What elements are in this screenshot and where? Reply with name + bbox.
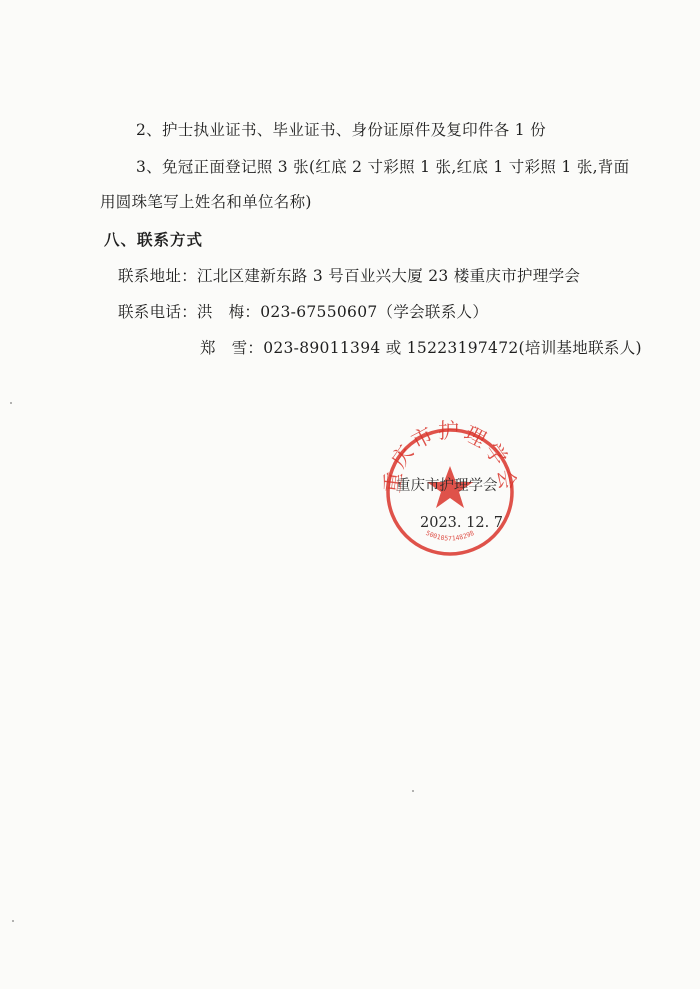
requirement-item-3: 3、免冠正面登记照 3 张(红底 2 寸彩照 1 张,红底 1 寸彩照 1 张,背面 [136, 158, 630, 176]
scan-speck [10, 402, 12, 404]
seal-serial-number: 5001057148298 [424, 528, 476, 543]
requirement-item-3-continued: 用圆珠笔写上姓名和单位名称) [100, 193, 312, 211]
scan-speck [12, 920, 14, 922]
contact-phone-primary: 联系电话：洪 梅：023-67550607（学会联系人） [118, 303, 489, 321]
scan-speck [412, 790, 414, 792]
signature-organization: 重庆市护理学会 [396, 478, 498, 494]
seal-ring-text: 重庆市护理学会 [380, 420, 520, 495]
requirement-item-2: 2、护士执业证书、毕业证书、身份证原件及复印件各 1 份 [136, 121, 546, 139]
contact-address: 联系地址：江北区建新东路 3 号百业兴大厦 23 楼重庆市护理学会 [118, 267, 581, 285]
contact-phone-secondary: 郑 雪：023-89011394 或 15223197472(培训基地联系人) [200, 339, 642, 357]
section-heading-contact: 八、联系方式 [104, 231, 204, 249]
signature-date: 2023. 12. 7 [420, 515, 504, 531]
